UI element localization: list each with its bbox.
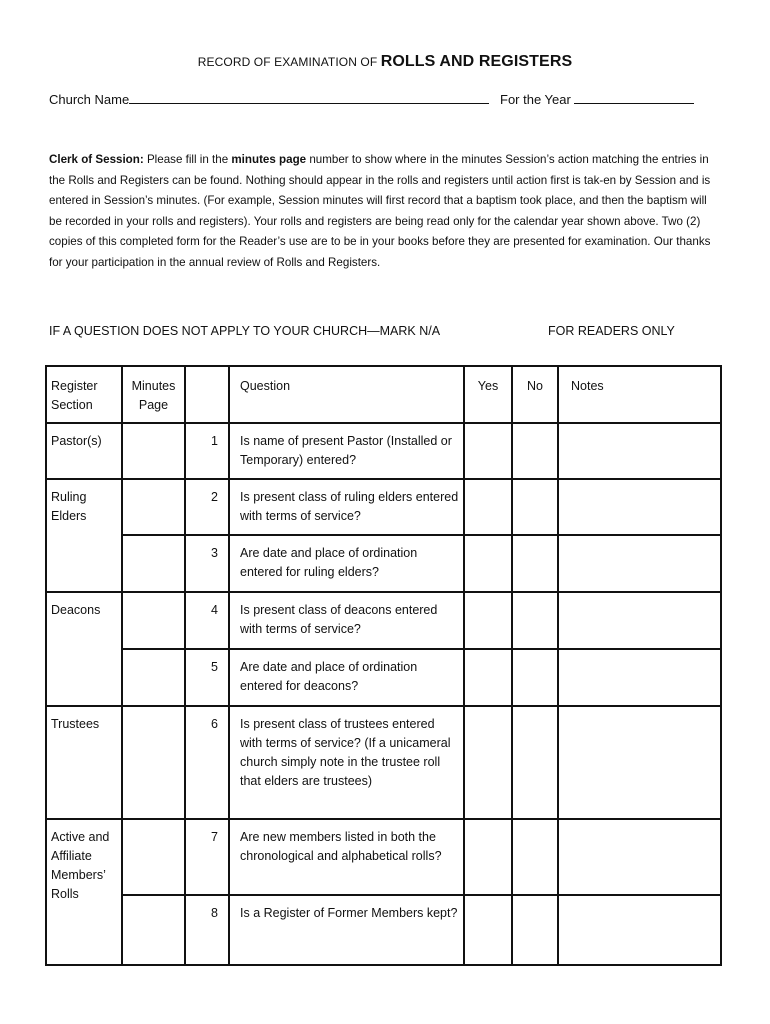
no-cell[interactable]: [512, 423, 558, 479]
question-number: 8: [185, 895, 229, 965]
notes-cell[interactable]: [558, 592, 721, 649]
notes-cell[interactable]: [558, 895, 721, 965]
rolls-table: [45, 365, 722, 966]
question-number: 4: [185, 592, 229, 649]
form-title: [0, 53, 770, 71]
question-number: 6: [185, 706, 229, 819]
question-text: Is present class of ruling elders entered with terms of service?: [229, 479, 464, 535]
question-text: Are new members listed in both the chronological and alphabetical rolls?: [229, 819, 464, 895]
question-text: Are date and place of ordination entered for deacons?: [229, 649, 464, 706]
year-field[interactable]: [500, 90, 694, 107]
question-number: 7: [185, 819, 229, 895]
no-cell[interactable]: [512, 895, 558, 965]
notes-cell[interactable]: [558, 423, 721, 479]
no-cell[interactable]: [512, 706, 558, 819]
no-cell[interactable]: [512, 592, 558, 649]
table-header-row: [46, 366, 721, 423]
no-cell[interactable]: [512, 535, 558, 592]
header-register-section: Register Section: [46, 366, 122, 423]
notes-cell[interactable]: [558, 479, 721, 535]
intro-text-1: Please fill in the: [143, 153, 232, 166]
notes-cell[interactable]: [558, 819, 721, 895]
question-text: Is a Register of Former Members kept?: [229, 895, 464, 965]
notes-cell[interactable]: [558, 706, 721, 819]
church-name-field[interactable]: [49, 90, 489, 107]
yes-cell[interactable]: [464, 423, 512, 479]
question-text: Is present class of trustees entered with terms of service? (If a unicameral church simply note in the trustee roll that elders are trustees): [229, 706, 464, 819]
section-cell: Ruling Elders: [46, 479, 122, 592]
year-blank[interactable]: [574, 90, 694, 104]
yes-cell[interactable]: [464, 706, 512, 819]
intro-bold-phrase: minutes page: [231, 153, 307, 166]
no-cell[interactable]: [512, 819, 558, 895]
no-cell[interactable]: [512, 649, 558, 706]
yes-cell[interactable]: [464, 592, 512, 649]
yes-cell[interactable]: [464, 649, 512, 706]
na-instruction: IF A QUESTION DOES NOT APPLY TO YOUR CHURCH—MARK N/A: [49, 324, 441, 338]
yes-cell[interactable]: [464, 895, 512, 965]
intro-text-2: number to show where in the minutes Session’s action matching the entries in the Rolls and Registers can be found. Nothing should appear in the rolls and registers until action first is tak-en by Session and is entered in Session’s minutes. (For example, Session minutes will first record that a baptism took place, and then the baptism will be recorded in your rolls and registers). Your rolls and registers are being read only for the calendar year shown above. Two (2) copies of this completed form for the Reader’s use are to be in your books before they are presented for examination. Our thanks for your participation in the annual review of Rolls and Registers.: [49, 153, 711, 269]
header-question: Question: [229, 366, 464, 423]
readers-only-label: FOR READERS ONLY: [548, 324, 675, 338]
title-prefix: RECORD OF EXAMINATION OF: [197, 55, 381, 69]
header-minutes-page: Minutes Page: [122, 366, 185, 423]
table-row: [46, 535, 721, 592]
section-cell: Active and Affiliate Members’ Rolls: [46, 819, 122, 965]
notes-cell[interactable]: [558, 535, 721, 592]
year-label: For the Year: [500, 92, 575, 107]
section-cell: Deacons: [46, 592, 122, 706]
minutes-page-cell[interactable]: [122, 895, 185, 965]
minutes-page-cell[interactable]: [122, 819, 185, 895]
table-row: [46, 649, 721, 706]
section-cell: Trustees: [46, 706, 122, 819]
clerk-label: Clerk of Session:: [49, 153, 144, 166]
church-name-blank[interactable]: [129, 90, 489, 104]
question-text: Is name of present Pastor (Installed or Temporary) entered?: [229, 423, 464, 479]
minutes-page-cell[interactable]: [122, 535, 185, 592]
header-no: No: [512, 366, 558, 423]
question-number: 2: [185, 479, 229, 535]
minutes-page-cell[interactable]: [122, 706, 185, 819]
table-row: [46, 423, 721, 479]
question-text: Are date and place of ordination entered for ruling elders?: [229, 535, 464, 592]
minutes-page-cell[interactable]: [122, 479, 185, 535]
yes-cell[interactable]: [464, 819, 512, 895]
yes-cell[interactable]: [464, 535, 512, 592]
header-yes: Yes: [464, 366, 512, 423]
yes-cell[interactable]: [464, 479, 512, 535]
table-row: [46, 479, 721, 535]
table-row: [46, 592, 721, 649]
table-row: [46, 819, 721, 895]
minutes-page-cell[interactable]: [122, 592, 185, 649]
minutes-page-cell[interactable]: [122, 649, 185, 706]
minutes-page-cell[interactable]: [122, 423, 185, 479]
no-cell[interactable]: [512, 479, 558, 535]
question-number: 5: [185, 649, 229, 706]
question-text: Is present class of deacons entered with terms of service?: [229, 592, 464, 649]
header-number: [185, 366, 229, 423]
question-number: 3: [185, 535, 229, 592]
notes-cell[interactable]: [558, 649, 721, 706]
header-notes: Notes: [558, 366, 721, 423]
church-name-label: Church Name: [49, 92, 130, 107]
title-main: ROLLS AND REGISTERS: [380, 53, 573, 70]
section-cell: Pastor(s): [46, 423, 122, 479]
intro-paragraph: [49, 150, 721, 274]
question-number: 1: [185, 423, 229, 479]
table-row: [46, 706, 721, 819]
table-row: [46, 895, 721, 965]
